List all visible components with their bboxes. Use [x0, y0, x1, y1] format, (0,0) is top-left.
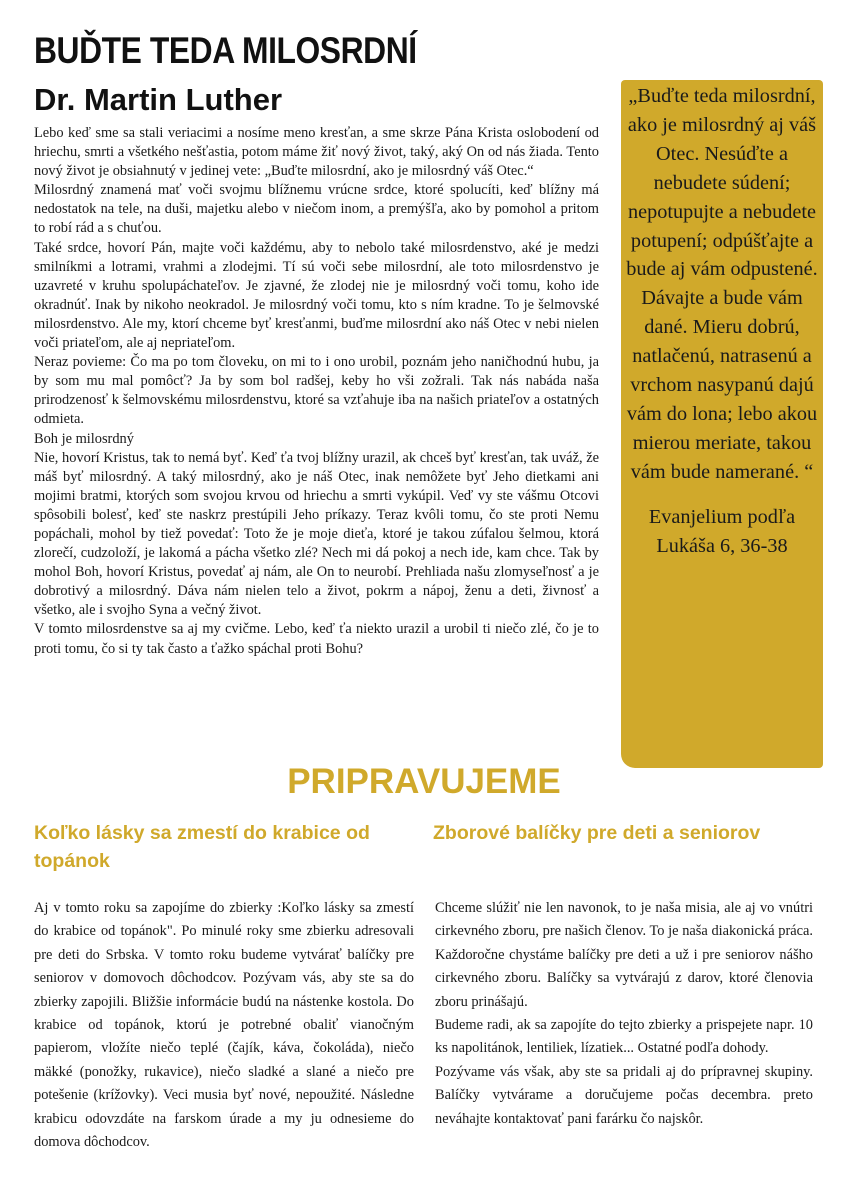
quote-source: Evanjelium podľa Lukáša 6, 36-38 — [648, 505, 796, 557]
article-body — [34, 124, 599, 659]
packages-paragraph: Budeme radi, ak sa zapojíte do tejto zbierky a prispejete napr. 10 ks napolitánok, lentiliek, lízatiek... Ostatné podľa dohody. — [435, 1017, 813, 1057]
shoebox-text — [34, 897, 414, 1154]
article-paragraph: Milosrdný znamená mať voči svojmu blížnemu vrúcne srdce, ktoré spolucíti, keď blížny má nedostatok na tele, na duši, majetku alebo v niečom inom, a premýšľa, ako by pomohol a pritom to robí rád a s chuťou. — [34, 182, 599, 237]
page-title: BUĎTE TEDA MILOSRDNÍ — [34, 30, 417, 71]
packages-paragraph: Chceme slúžiť nie len navonok, to je naša misia, ale aj vo vnútri cirkevného zboru, pre našich členov. To je naša diakonická práca. Každoročne chystáme balíčky pre deti a už i pre seniorov nášho cirkevného zboru. Balíčky sa vytvárajú z darov, ktoré členovia zboru prinášajú. — [435, 900, 813, 1010]
quote-text: „Buďte teda milosrdní, ako je milosrdný aj váš Otec. Nesúďte a nebudete súdení; nepotupujte a nebudete potupení; odpúšťajte a bude aj vám odpustené. Dávajte a bude vám dané. Mieru dobrú, natlačenú, natrasenú a vrchom nasypanú dajú vám do lona; lebo akou mierou meriate, takou vám bude namerané. “ — [626, 85, 818, 483]
article-paragraph: Také srdce, hovorí Pán, majte voči každému, aby to nebolo také milosrdenstvo, aké je medzi smilníkmi a lotrami, vrahmi a zlodejmi. Tí sú voči sebe milosrdní, ale toto milosrdenstvo je uzavreté v kruhu spolupáchateľov. Je zjavné, že zlodej nie je milosrdný voči tomu, koho ide okradnúť. Inak by nikoho neokradol. Je milosrdný voči tomu, kto s ním kradne. To je šelmovské milosrdenstvo. Ale my, ktorí chceme byť kresťanmi, buďme milosrdní ako náš Otec v nebi nielen voči priateľom, ale aj nepriateľom. — [34, 239, 599, 352]
article-paragraph: Nie, hovorí Kristus, tak to nemá byť. Keď ťa tvoj blížny urazil, ak chceš byť kresťan, tak uváž, že máš byť milosrdný. A taký milosrdný, ako je náš Otec, inak nemôžete byť Jeho dietkami ani mojimi bratmi, ktorých som svojou krvou od hriechu a smrti vykúpil. Veď vy ste vášmu Otcovi spôsobili bolesť, keď ste naskrz prestúpili Jeho príkazy. Teraz kvôli tomu, čo ste proti Nemu popáchali, mohol by tiež povedať: Toto že je moje dieťa, ktoré je takou zúfalou šelmou, ktorá zlorečí, cudzoloží, je lakomá a pácha všetko zlé? Nech mi dá pokoj a nech ide, kam chce. Tak by mohol Boh, hovorí Kristus, povedať aj nám, ale On to neurobí. Prehliada našu zlomyseľnosť a je dobrotivý a milosrdný. Dáva nám nielen telo a život, pokrm a nápoj, ženu a deti, živnosť a všetko, ale i svojho Syna a večný život. — [34, 449, 599, 619]
bible-quote-box — [621, 80, 823, 768]
packages-text — [435, 897, 813, 1131]
article-subheading: Boh je milosrdný — [34, 430, 134, 447]
article-paragraph: Neraz povieme: Čo ma po tom človeku, on mi to i ono urobil, poznám jeho naničhodnú hubu, ja by som mu mal pomôcť? Ja by som bol radšej, keby ho vši zožrali. Tak nás nabáda naša prirodzenosť k šelmovskému milosrdenstvu, ktoré sa vzťahuje iba na našich priateľov a ostatných odmieta. — [34, 354, 599, 428]
author-name: Dr. Martin Luther — [34, 82, 283, 117]
shoebox-paragraph: Aj v tomto roku sa zapojíme do zbierky :Koľko lásky sa zmestí do krabice od topánok". Po minulé roky sme zbierku adresovali pre deti do Srbska. V tomto roku budeme vytvárať balíčky pre seniorov v domovoch dôchodcov. Pozývam vás, aby ste sa do zbierky zapojili. Bližšie informácie budú na nástenke kostola. Do krabice od topánok, ktorú je potrebné obaliť vianočným papierom, vložíte niečo teplé (čajík, káva, čokoláda), niečo mäkké (ponožky, rukavice), niečo sladké a slané a niečo pre potešenie (krížovky). Veci musia byť nové, nepoužité. Následne krabicu odovzdáte na farskom úrade a my ju odnesieme do domova dôchodcov. — [34, 900, 414, 1151]
article-paragraph: V tomto milosrdenstve sa aj my cvičme. Lebo, keď ťa niekto urazil a urobil ti niečo zlé, čo je to proti tomu, čo si ty tak často a ťažko spáchal proti Bohu? — [34, 621, 599, 657]
packages-title: Zborové balíčky pre deti a seniorov — [433, 822, 761, 844]
article-paragraph: Lebo keď sme sa stali veriacimi a nosíme meno kresťan, a sme skrze Pána Krista oslobodení od hriechu, smrti a všetkého nešťastia, potom máme žiť nový život, taký, aký On od nás žiada. Tento nový život je obsiahnutý v jedinej vete: „Buďte milosrdní, ako je milosrdný váš Otec.“ — [34, 125, 599, 180]
packages-paragraph: Pozývame vás však, aby ste sa pridali aj do prípravnej skupiny. Balíčky vytvárame a doručujeme počas decembra. preto neváhajte kontaktovať pani farárku čo najskôr. — [435, 1063, 813, 1127]
upcoming-heading: PRIPRAVUJEME — [287, 762, 561, 801]
shoebox-title: Koľko lásky sa zmestí do krabice od topánok — [34, 822, 370, 872]
